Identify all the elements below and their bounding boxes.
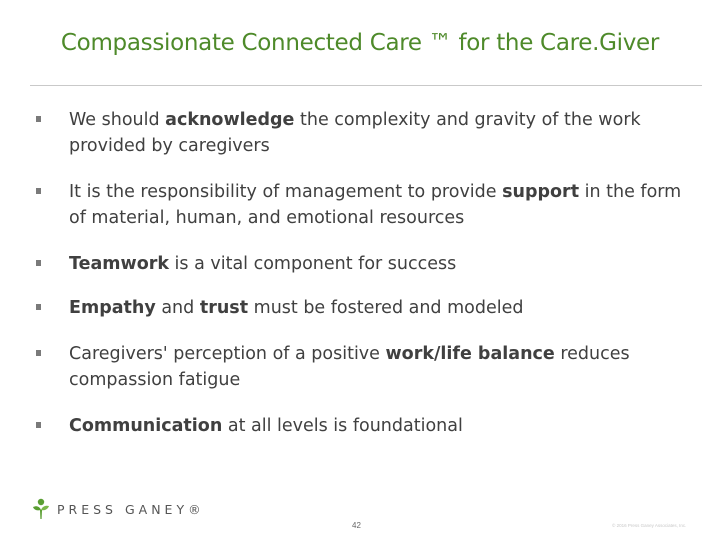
bullet-segment-bold: Communication [69, 416, 223, 436]
bullet-marker-icon [36, 422, 41, 428]
bullet-marker-icon [36, 350, 41, 356]
bullet-text [69, 416, 463, 436]
bullet-segment: We should [69, 110, 166, 130]
title-divider [30, 85, 702, 86]
bullet-marker-icon [36, 188, 41, 194]
bullet-segment-bold: support [502, 182, 580, 202]
bullet-segment: Caregivers' perception of a positive [69, 344, 386, 364]
bullet-segment: reduces compassion fatigue [69, 344, 630, 390]
bullet-marker-icon [36, 116, 41, 122]
page-number: 42 [352, 521, 361, 530]
bullet-item [36, 341, 686, 393]
bullet-segment: in the form of material, human, and emotional resources [69, 182, 682, 228]
logo-wordmark: PRESS GANEY® [57, 501, 205, 517]
bullet-segment: at all levels is foundational [222, 416, 463, 436]
bullet-marker-icon [36, 260, 41, 266]
bullet-segment: It is the responsibility of management to provide [69, 182, 503, 202]
bullet-item [36, 107, 686, 159]
slide-title: Compassionate Connected Care ™ for the Care.Giver [60, 30, 660, 56]
bullet-text [69, 254, 456, 274]
bullet-item [36, 295, 686, 321]
bullet-segment: the complexity and gravity of the work provided by caregivers [69, 110, 641, 156]
press-ganey-leaf-icon [31, 498, 51, 520]
bullet-segment-bold: acknowledge [165, 110, 295, 130]
bullet-item [36, 251, 686, 277]
bullet-segment-bold: trust [199, 298, 249, 318]
bullet-item [36, 413, 686, 439]
bullet-item [36, 179, 686, 231]
copyright-notice: © 2016 Press Ganey Associates, Inc. [612, 523, 687, 528]
bullet-segment: must be fostered and modeled [248, 298, 524, 318]
bullet-segment-bold: Teamwork [69, 254, 169, 274]
bullet-segment: and [155, 298, 200, 318]
bullet-segment-bold: work/life balance [385, 344, 555, 364]
bullet-segment: is a vital component for success [168, 254, 457, 274]
press-ganey-logo [31, 498, 205, 520]
bullet-text [69, 182, 681, 228]
bullet-text [69, 110, 641, 156]
bullet-segment-bold: Empathy [69, 298, 156, 318]
bullet-text [69, 298, 523, 318]
bullet-marker-icon [36, 304, 41, 310]
bullet-list [36, 107, 686, 439]
bullet-text [69, 344, 630, 390]
